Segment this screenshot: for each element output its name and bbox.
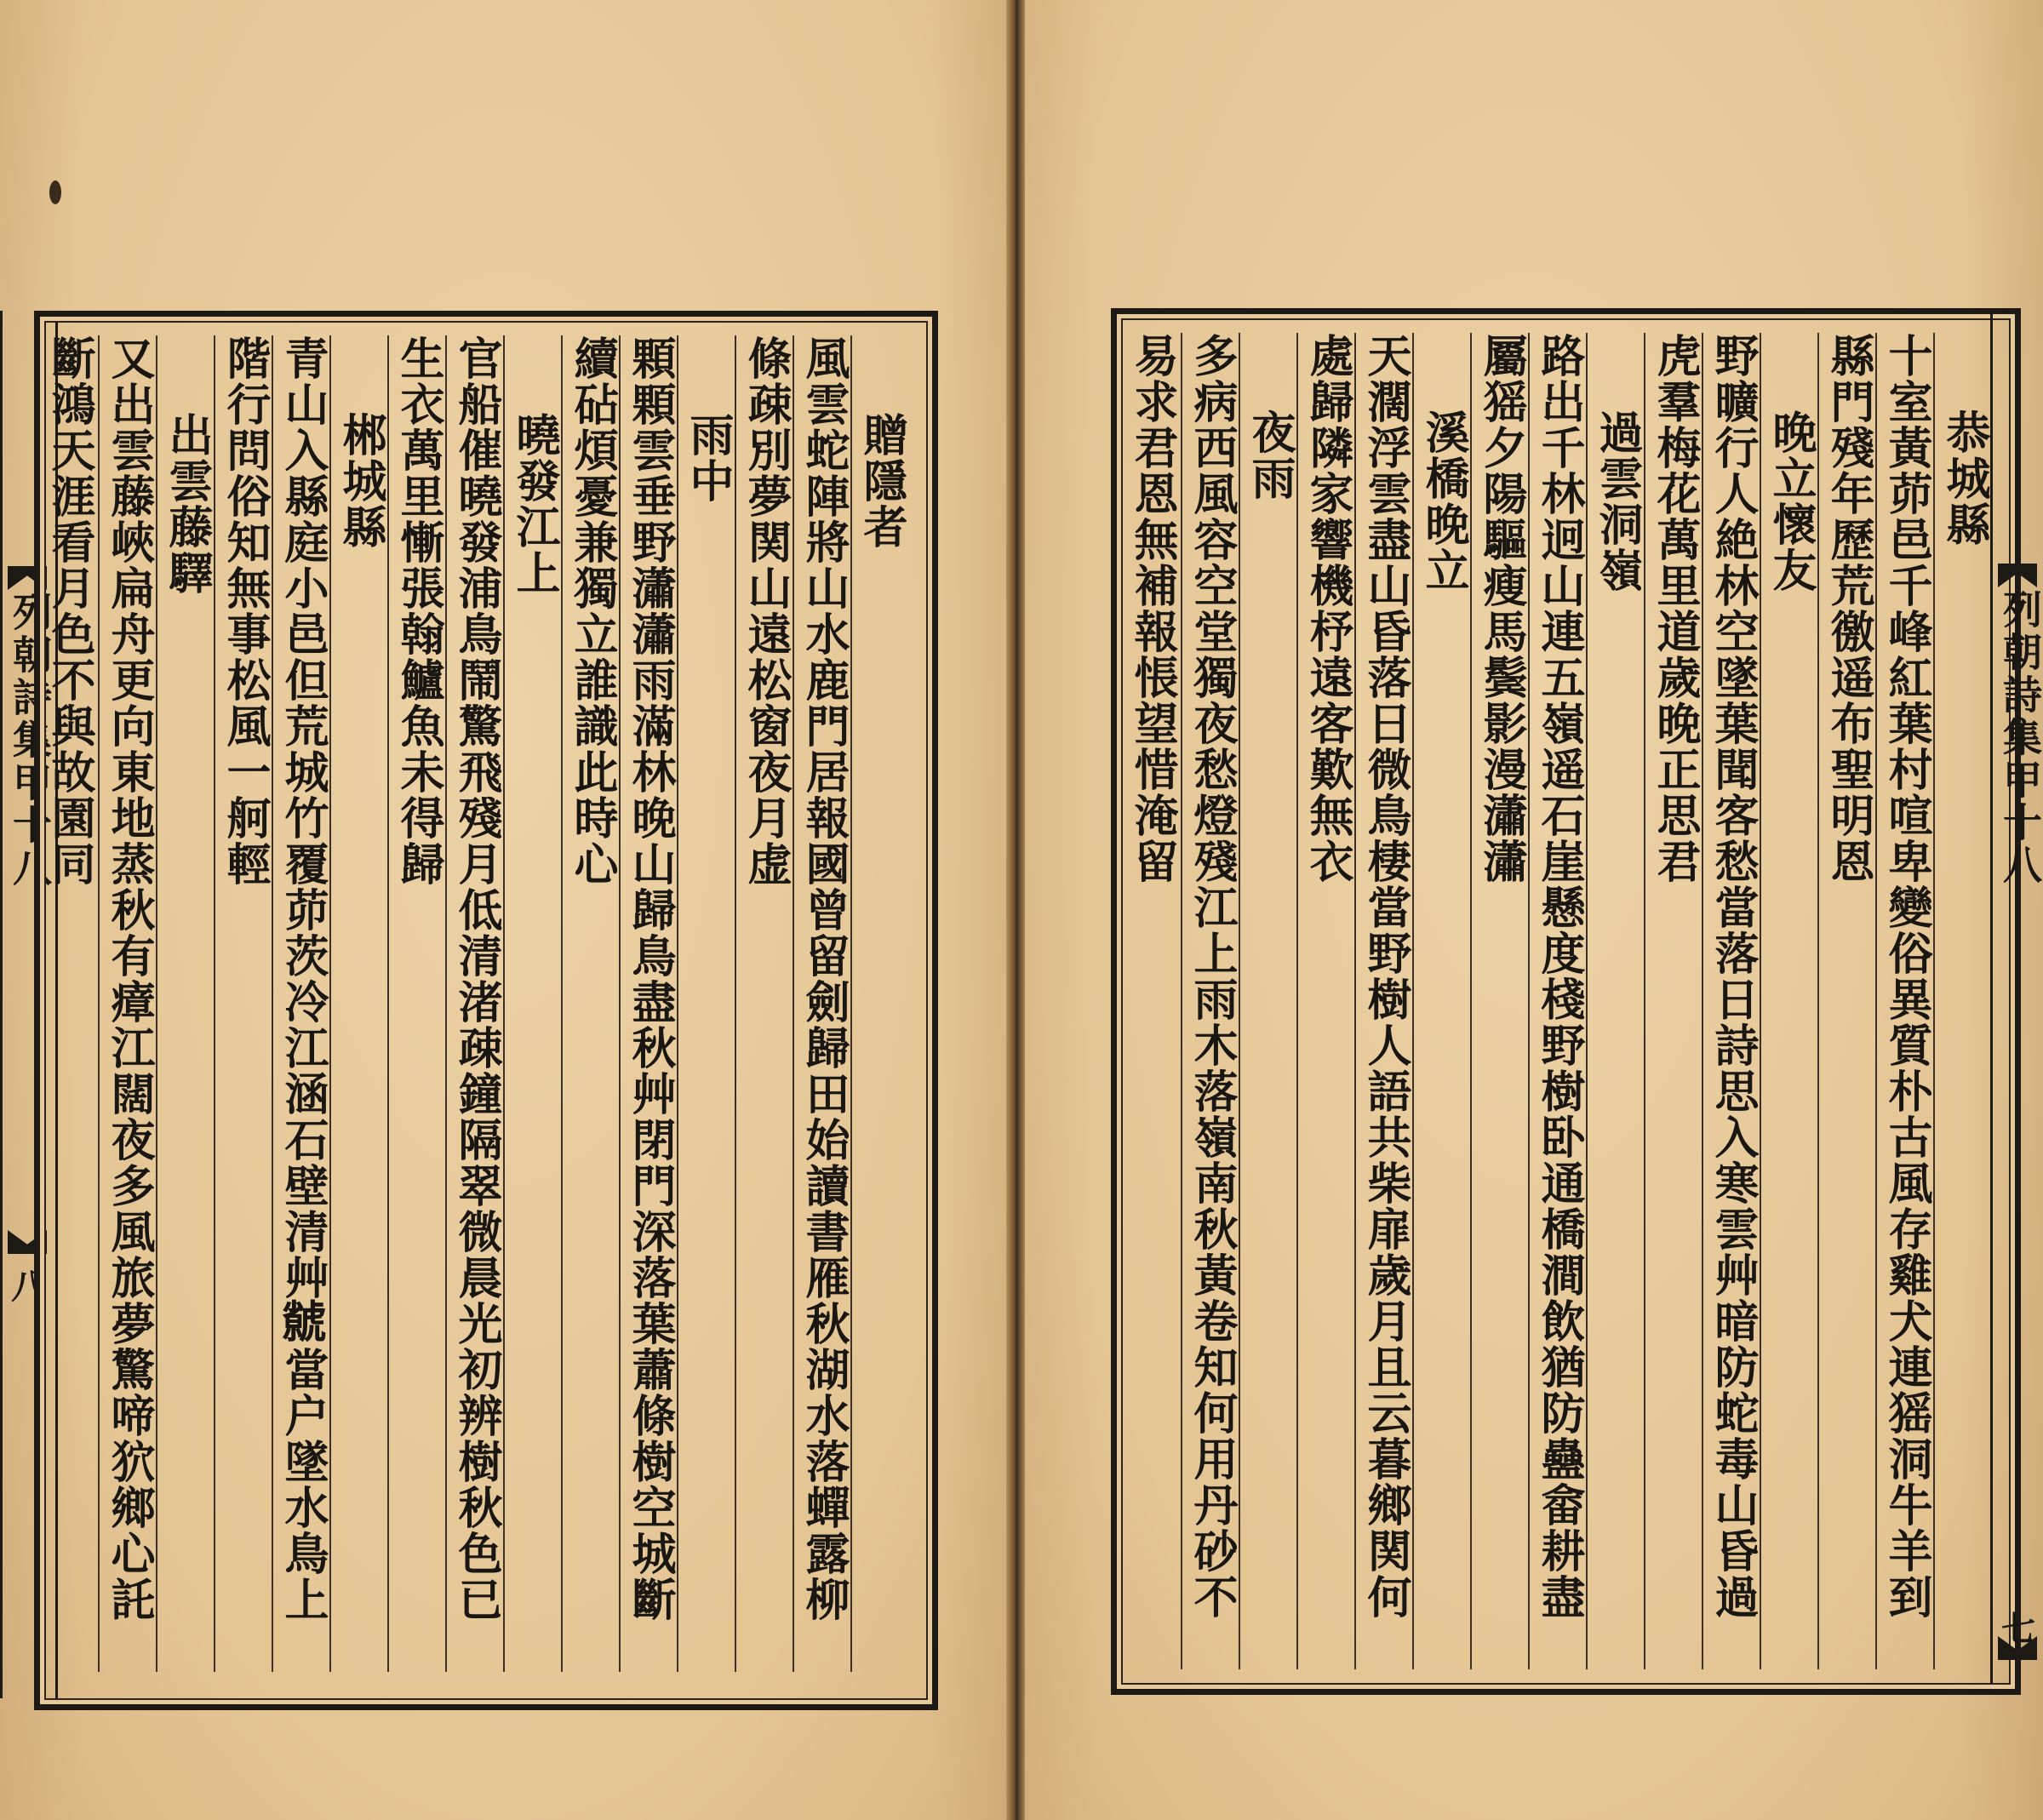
- text-column: [1123, 333, 1181, 1669]
- column-text: 十室黃茆邑千峰紅葉村喧卑變俗異質朴古風存雞犬連猺洞牛羊到: [1880, 333, 1932, 1620]
- text-column: [387, 335, 447, 1672]
- text-column: [1644, 333, 1703, 1669]
- right-text-block: [1111, 308, 2021, 1695]
- column-text: 續砧煩憂兼獨立誰識此時心: [566, 335, 618, 887]
- text-column: [156, 335, 215, 1672]
- column-text: 晚立懷友: [1765, 409, 1817, 593]
- column-text: 野曠行人絶林空墜葉聞客愁當落日詩思入寒雲艸暗防蛇毒山昏過: [1707, 333, 1759, 1620]
- text-column: [1875, 333, 1935, 1669]
- column-text: 出雲藤驛: [161, 412, 213, 596]
- column-text: 官船催曉發浦鳥鬧驚飛殘月低清渚疎鐘隔翠微晨光初辨樹秋色已: [450, 335, 502, 1623]
- text-column: [1239, 333, 1298, 1669]
- text-column: [793, 335, 852, 1672]
- column-text: 路出千林迥山連五嶺遥石崖懸度棧野樹卧通橋澗飲猶防蠱畲耕盡: [1533, 333, 1585, 1620]
- column-text: 虎羣梅花萬里道歲晚正思君: [1649, 333, 1701, 884]
- column-text: 雨中: [682, 412, 734, 504]
- text-column: [1528, 333, 1588, 1669]
- column-text: 多病西風容空堂獨夜愁燈殘江上雨木落嶺南秋黃卷知何用丹砂不: [1186, 333, 1238, 1620]
- column-text: 縣門殘年歷荒徼遥布聖明恩: [1823, 333, 1874, 884]
- text-column: [677, 335, 736, 1672]
- text-column: [1181, 333, 1240, 1669]
- book-spine: [1006, 0, 1025, 1820]
- column-text: 天濶浮雲盡山昏落日微鳥棲當野樹人語共柴扉歲月且云暮鄉関何: [1359, 333, 1411, 1620]
- column-text: 風雲蛇陣將山水鹿門居報國曾留劍歸田始讀書雁秋湖水落蟬露柳: [798, 335, 850, 1623]
- text-column: [850, 335, 910, 1672]
- text-column: [214, 335, 273, 1672]
- text-column: [1702, 333, 1761, 1669]
- column-text: 曉發江上: [508, 412, 560, 596]
- text-column: [1412, 333, 1472, 1669]
- text-column: [619, 335, 678, 1672]
- fishtail-mark-top: [1998, 564, 2037, 587]
- text-column: [1760, 333, 1819, 1669]
- text-column: [1296, 333, 1356, 1669]
- column-text: 處歸隣家響機杼遠客歎無衣: [1302, 333, 1353, 884]
- text-column: [1933, 333, 1993, 1669]
- column-text: 溪橋晚立: [1417, 409, 1469, 593]
- text-column: [329, 335, 389, 1672]
- column-text: 贈隱者: [856, 412, 907, 550]
- column-text: 又出雲藤峽扁舟更向東地蒸秋有瘴江闊夜多風旅夢驚啼狖鄉心託: [103, 335, 155, 1623]
- text-column: [503, 335, 563, 1672]
- right-banxin: [1990, 308, 2043, 1683]
- column-text: 易求君恩無補報悵望惜淹留: [1126, 333, 1178, 884]
- column-text: 斷鴻天涯看月色不與故園同: [43, 335, 95, 887]
- column-text: 生衣萬里慚張翰鱸魚未得歸: [392, 335, 444, 887]
- text-column: [735, 335, 794, 1672]
- text-column: [98, 335, 157, 1672]
- ink-stain: [49, 180, 61, 204]
- text-column: [445, 335, 505, 1672]
- text-column: [1586, 333, 1645, 1669]
- left-text-block: [34, 311, 938, 1710]
- banxin-title: 列朝詩集甲十八: [1997, 589, 2043, 887]
- column-text: 青山入縣庭小邑但荒城竹覆茆茨冷江涵石壁清艸𧈅當户墜水鳥上: [277, 335, 329, 1623]
- text-column: [1817, 333, 1877, 1669]
- text-column: [1470, 333, 1530, 1669]
- column-text: 顆顆雲垂野瀟瀟雨滿林晚山歸鳥盡秋艸閉門深落葉蕭條樹空城斷: [624, 335, 676, 1623]
- column-text: 屬猺夕陽驅瘦馬鬓影漫瀟瀟: [1475, 333, 1527, 884]
- column-text: 郴城縣: [335, 412, 386, 550]
- folio-number: 八: [11, 1267, 45, 1307]
- column-text: 夜雨: [1244, 409, 1296, 501]
- column-text: 階行問俗知無事松風一舸輕: [219, 335, 271, 887]
- banxin-title: 列朝詩集甲十八: [7, 592, 53, 890]
- column-text: 恭城縣: [1938, 409, 1990, 547]
- text-column: [561, 335, 621, 1672]
- text-column: [1354, 333, 1414, 1669]
- text-column: [272, 335, 331, 1672]
- column-text: 過雲洞嶺: [1591, 409, 1643, 593]
- folio-number: 七: [2001, 1609, 2035, 1649]
- text-column: [40, 335, 98, 1672]
- column-text: 條疎別夢関山遠松窗夜月虚: [740, 335, 792, 887]
